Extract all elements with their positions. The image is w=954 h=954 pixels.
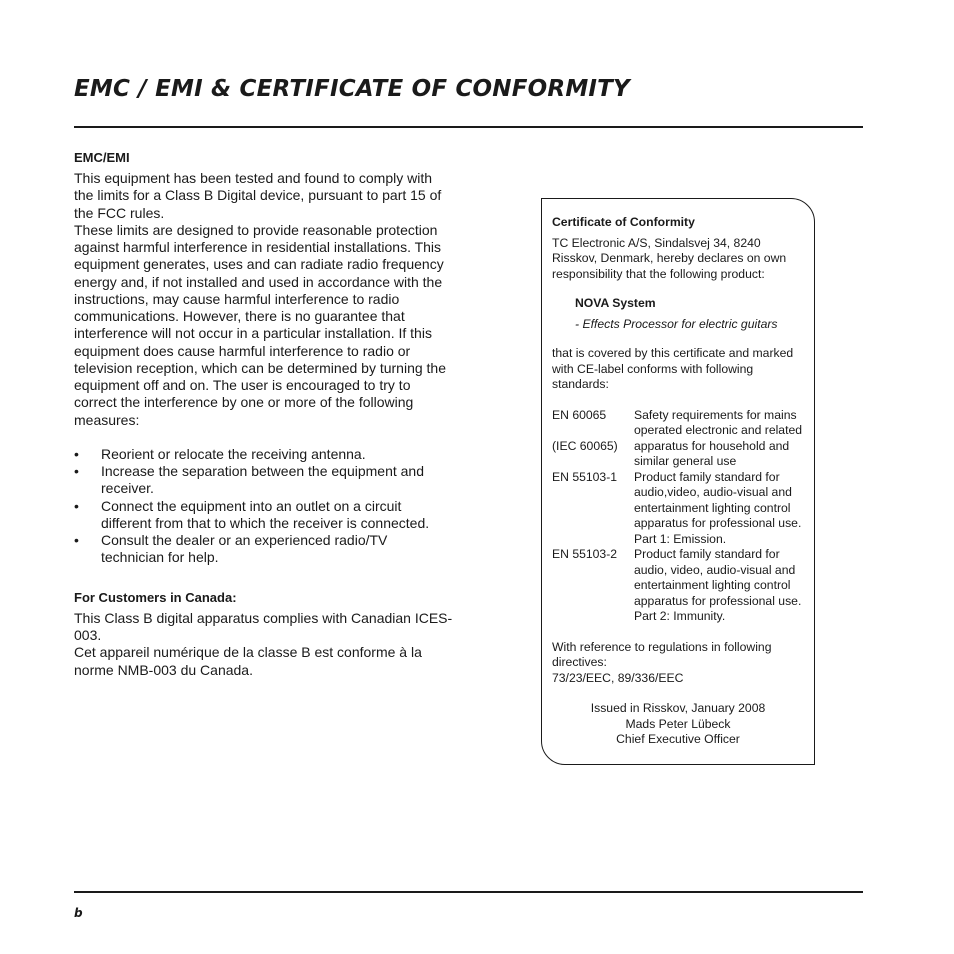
table-row bbox=[552, 470, 804, 548]
bottom-divider bbox=[74, 891, 863, 893]
bullet-icon: • bbox=[74, 532, 79, 548]
product-name: NOVA System bbox=[575, 296, 656, 310]
page-number: b bbox=[74, 906, 83, 920]
certificate-box bbox=[541, 198, 815, 765]
list-item: • Consult the dealer or an experienced radio/TV technician for help. bbox=[74, 532, 388, 566]
measures-list bbox=[74, 446, 454, 567]
bullet-icon: • bbox=[74, 445, 79, 462]
list-item: • Increase the separation between the equipment and receiver. bbox=[74, 463, 425, 497]
bullet-icon: • bbox=[74, 463, 79, 479]
directives-text: With reference to regulations in following directives: bbox=[552, 639, 772, 669]
emc-paragraph-2: These limits are designed to provide reasonable protection against harmful interference in residential installations. This equipment generates, uses and can radiate radio frequency energy and, if not installed and used in accordance with the instructions, may cause harmful interference to radio communications. However, there is no guarantee that interference will not occur in a particular installation. If this equipment does cause harmful interference to radio or television reception, which can be determined by turning the equipment off and on. The user is encouraged to try to correct the interference by one or more of the following measures: bbox=[74, 221, 446, 428]
standard-code: EN 55103-2 bbox=[552, 547, 618, 561]
standards-table bbox=[552, 408, 804, 625]
standard-description: Product family standard for audio,video, audio-visual and entertainment lighting control apparatus for professional use. Part 1: Emission. bbox=[634, 469, 802, 546]
bullet-icon: • bbox=[74, 497, 79, 514]
product-block bbox=[575, 296, 804, 332]
standard-description: Product family standard for audio, video, audio-visual and entertainment lighting control apparatus for professional use. Part 2: Immunity. bbox=[634, 547, 802, 623]
canada-heading: For Customers in Canada: bbox=[74, 589, 237, 605]
top-divider bbox=[74, 126, 863, 128]
covered-text: that is covered by this certificate and marked with CE-label conforms with following standards: bbox=[552, 346, 794, 391]
table-row bbox=[552, 547, 804, 625]
emc-heading: EMC/EMI bbox=[74, 150, 130, 165]
issued-line: Issued in Risskov, January 2008 bbox=[590, 701, 766, 715]
standard-code: (IEC 60065) bbox=[552, 438, 618, 453]
canada-french: Cet appareil numérique de la classe B est conforme à la norme NMB-003 du Canada. bbox=[74, 644, 422, 678]
canada-english: This Class B digital apparatus complies with Canadian ICES-003. bbox=[74, 609, 453, 643]
emc-section bbox=[74, 149, 454, 679]
directives-list: 73/23/EEC, 89/336/EEC bbox=[552, 670, 684, 685]
table-row bbox=[552, 408, 804, 439]
list-item: • Reorient or relocate the receiving antenna. bbox=[74, 445, 366, 462]
list-item: • Connect the equipment into an outlet on a circuit different from that to which the receiver is connected. bbox=[74, 497, 430, 531]
signatory-name: Mads Peter Lübeck bbox=[625, 716, 731, 731]
page-title: EMC / EMI & CERTIFICATE OF CONFORMITY bbox=[74, 76, 630, 102]
certificate-intro: TC Electronic A/S, Sindalsvej 34, 8240 Risskov, Denmark, hereby declares on own responsibility that the following product: bbox=[552, 235, 787, 281]
signatory-title: Chief Executive Officer bbox=[616, 732, 740, 746]
standard-code: EN 55103-1 bbox=[552, 469, 618, 484]
certificate-title: Certificate of Conformity bbox=[552, 215, 695, 229]
standard-description: Safety requirements for mains operated electronic and related apparatus for household and similar general use bbox=[634, 407, 803, 468]
product-description: - Effects Processor for electric guitars bbox=[575, 316, 778, 331]
emc-paragraph-1: This equipment has been tested and found to comply with the limits for a Class B Digital device, pursuant to part 15 of the FCC rules. bbox=[74, 170, 442, 221]
standard-code: EN 60065 bbox=[552, 407, 607, 422]
